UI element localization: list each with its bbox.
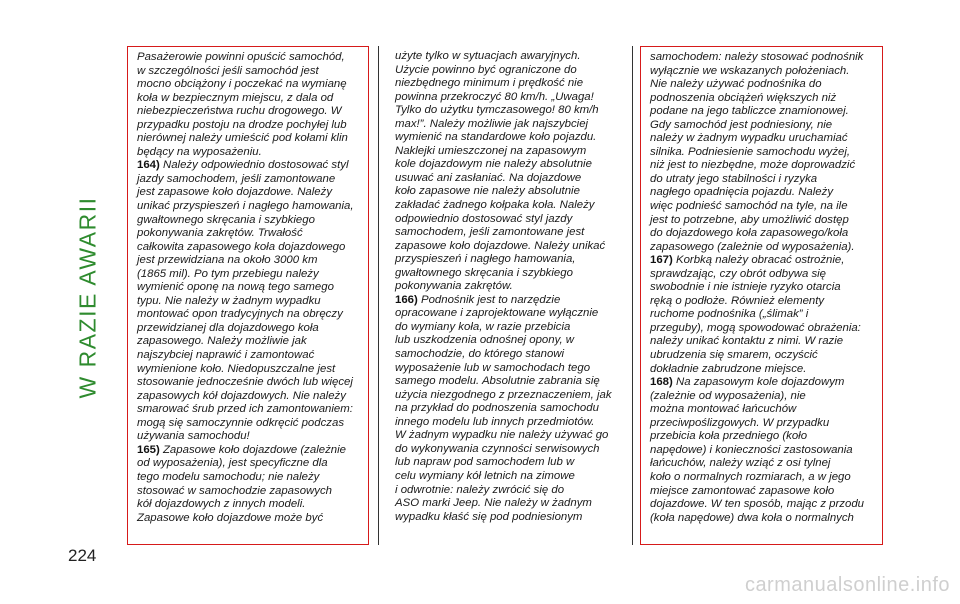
- warning-number: 168): [650, 376, 673, 389]
- column-text: [650, 51, 876, 525]
- watermark: carmanualsonline.info: [744, 574, 950, 596]
- warning-text: Pasażerowie powinni opuścić samochód, w szczególności jeśli samochód jest mocno obciążony i poczekać na wymianę koła w bezpiecznym miejscu, z dala od niebezpieczeństwa ruchu drogowego. W przypadku postoju na drodze pochyłej lub nierównej należy umieścić pod kołami klin będący na wyposażeniu.: [137, 51, 348, 158]
- column-divider: [632, 46, 633, 545]
- warning-paragraph: [650, 51, 876, 254]
- warning-text: Zapasowe koło dojazdowe (zależnie od wyposażenia), jest specyficzne dla tego modelu samochodu; nie należy stosować w samochodzie zapasowych kół dojazdowych z innych modeli. Zapasowe koło dojazdowe może być: [137, 443, 346, 524]
- warning-text: Podnośnik jest to narzędzie opracowane i zaprojektowane wyłącznie do wymiany koła, w razie przebicia lub uszkodzenia odnośnej opony, w samochodzie, do którego stanowi wyposażenie lub w samochodach tego samego modelu. Absolutnie zabrania się użycia niezgodnego z przeznaczeniem, jak na przykład do podnoszenia samochodu innego modelu lub innych przedmiotów. W żadnym wypadku nie należy używać go do wykonywania czynności serwisowych lub napraw pod samochodem lub w celu wymiany kół letnich na zimowe i odwrotnie: należy zwrócić się do ASO marki Jeep. Nie należy w żadnym wypadku kłaść się pod podniesionym: [395, 293, 612, 523]
- warning-text: Korbką należy obracać ostrożnie, sprawdzając, czy obrót odbywa się swobodnie i nie istnieje ryzyko otarcia ręką o podłoże. Również elementy ruchome podnośnika („ślimak” i przeguby), mogą spowodować obrażenia: należy unikać kontaktu z nimi. W razie ubrudzenia się smarem, oczyścić dokładnie zabrudzone miejsce.: [650, 254, 861, 375]
- warning-box-left: [127, 46, 369, 545]
- warning-column-middle: [387, 46, 625, 545]
- warning-text: Na zapasowym kole dojazdowym (zależnie od wyposażenia), nie można montować łańcuchów przeciwpoślizgowych. W przypadku przebicia koła przedniego (koło napędowe) i konieczności zastosowania łańcuchów, należy wziąć z osi tylnej koło o normalnych rozmiarach, a w jego miejsce zamontować zapasowe koło dojazdowe. W ten sposób, mając z przodu (koła napędowe) dwa koła o normalnych: [650, 376, 865, 524]
- warning-paragraph: [395, 294, 619, 524]
- column-text: [395, 50, 619, 524]
- column-divider: [378, 46, 379, 545]
- warning-text: użyte tylko w sytuacjach awaryjnych. Użycie powinno być ograniczone do niezbędnego minimum i prędkość nie powinna przekroczyć 80 km/h. „Uwaga! Tylko do użytku tymczasowego! 80 km/h max!”. Należy możliwie jak najszybciej wymienić na standardowe koło pojazdu. Naklejki umieszczonej na zapasowym kole dojazdowym nie należy absolutnie usuwać ani zasłaniać. Na dojazdowe koło zapasowe nie należy absolutnie zakładać żadnego kołpaka koła. Należy odpowiednio dostosować styl jazdy samochodem, jeśli zamontowane jest zapasowe koło dojazdowe. Należy unikać przyspieszeń i nagłego hamowania, gwałtownego skręcania i szybkiego pokonywania zakrętów.: [395, 50, 606, 293]
- warning-text: Należy odpowiednio dostosować styl jazdy samochodem, jeśli zamontowane jest zapasowe koło dojazdowe. Należy unikać przyspieszeń i nagłego hamowania, gwałtownego skręcania i szybkiego pokonywania zakrętów. Trwałość całkowita zapasowego koła dojazdowego jest przewidziana na około 3000 km (1865 mil). Po tym przebiegu należy wymienić oponę na nową tego samego typu. Nie należy w żadnym wypadku montować opon tradycyjnych na obręczy przewidzianej dla dojazdowego koła zapasowego. Należy możliwie jak najszybciej naprawić i zamontować wymienione koło. Niedopuszczalne jest stosowanie jednocześnie dwóch lub więcej zapasowych kół dojazdowych. Nie należy smarować śrub przed ich zamontowaniem: mogą się samoczynnie odkręcić podczas używania samochodu!: [137, 159, 354, 443]
- warning-paragraph: [137, 51, 362, 159]
- column-text: [137, 51, 362, 525]
- warning-paragraph: [650, 254, 876, 376]
- section-title-vertical: [68, 46, 108, 548]
- warning-number: 164): [137, 159, 160, 172]
- warning-paragraph: [137, 159, 362, 443]
- warning-box-right: [640, 46, 883, 545]
- warning-paragraph: [650, 376, 876, 525]
- warning-paragraph: [137, 444, 362, 525]
- section-title: W RAZIE AWARII: [74, 195, 101, 399]
- page-number: 224: [68, 546, 97, 565]
- warning-number: 166): [395, 293, 418, 306]
- warning-text: samochodem: należy stosować podnośnik wyłącznie we wskazanych położeniach. Nie należy używać podnośnika do podnoszenia obciążeń większych niż podane na jego tabliczce znamionowej. Gdy samochód jest podniesiony, nie należy w żadnym wypadku uruchamiać silnika. Podniesienie samochodu wyżej, niż jest to niezbędne, może doprowadzić do utraty jego stabilności i ryzyka nagłego opadnięcia pojazdu. Należy więc podnieść samochód na tyle, na ile jest to potrzebne, aby umożliwić dostęp do dojazdowego koła zapasowego/koła zapasowego (zależnie od wyposażenia).: [650, 51, 864, 253]
- warning-paragraph: [395, 50, 619, 294]
- warning-number: 167): [650, 254, 673, 267]
- warning-number: 165): [137, 443, 160, 456]
